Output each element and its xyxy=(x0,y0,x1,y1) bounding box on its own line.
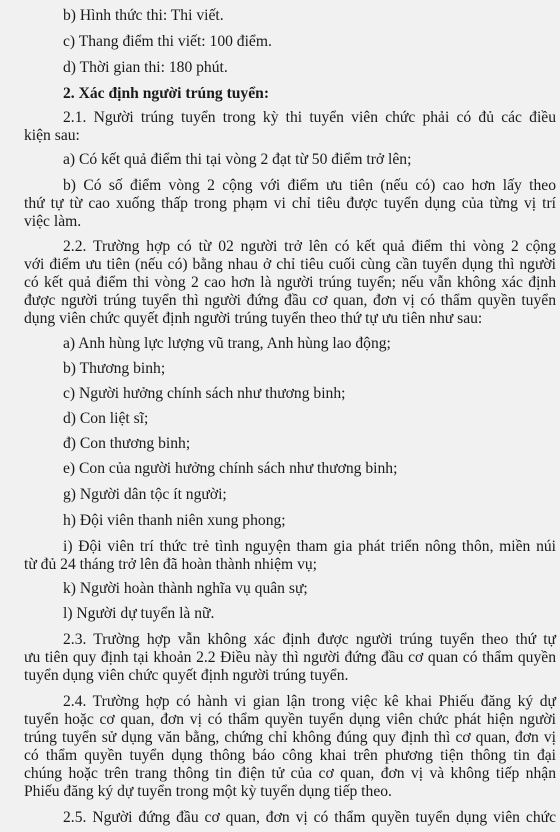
text-line: được người trúng tuyển thì người đứng đầu cơ quan, đơn vị có thẩm quyền tuyển xyxy=(24,292,556,309)
text-line: việc làm. xyxy=(24,213,82,230)
text-line: với điểm ưu tiên (nếu có) bằng nhau ở chỉ tiêu cuối cùng cần tuyển dụng thì người xyxy=(24,256,556,273)
text-line: thứ tự từ cao xuống thấp trong phạm vi chỉ tiêu được tuyển dụng của từng vị trí xyxy=(24,195,556,212)
text-line: có thẩm quyền tuyển dụng thông báo công khai trên phương tiện thông tin đại xyxy=(24,747,556,764)
list-item: g) Người dân tộc ít người; xyxy=(63,486,227,503)
text-line: d) Thời gian thi: 180 phút. xyxy=(63,59,228,76)
text-line: từ đủ 24 tháng trở lên đã hoàn thành nhiệm vụ; xyxy=(24,556,317,573)
text-line: dụng viên chức quyết định người trúng tuyển theo thứ tự ưu tiên như sau: xyxy=(24,310,483,327)
text-line: 2.5. Người đứng đầu cơ quan, đơn vị có thẩm quyền tuyển dụng viên chức xyxy=(63,809,556,826)
text-line: 2.2. Trường hợp có từ 02 người trở lên có kết quả điểm thi vòng 2 cộng xyxy=(63,238,556,255)
text-line: tuyển dụng viên chức quyết định người trúng tuyển. xyxy=(24,667,349,684)
text-line: 2.4. Trường hợp có hành vi gian lận trong việc kê khai Phiếu đăng ký dự xyxy=(63,693,556,710)
text-line: a) Có kết quả điểm thi tại vòng 2 đạt từ 50 điểm trở lên; xyxy=(63,151,412,168)
text-line: trúng tuyển sử dụng văn bằng, chứng chỉ không đúng quy định thì cơ quan, đơn vị xyxy=(24,729,556,746)
list-item: d) Con liệt sĩ; xyxy=(63,410,149,427)
text-line: chúng hoặc trên trang thông tin điện tử của cơ quan, đơn vị và không tiếp nhận xyxy=(24,765,556,782)
text-line: c) Thang điểm thi viết: 100 điểm. xyxy=(63,33,272,50)
list-item: k) Người hoàn thành nghĩa vụ quân sự; xyxy=(63,580,308,597)
text-line: ưu tiên quy định tại khoản 2.2 Điều này thì người đứng đầu cơ quan có thẩm quyền xyxy=(24,649,556,666)
text-line: b) Hình thức thi: Thi viết. xyxy=(63,7,224,24)
list-item: l) Người dự tuyển là nữ. xyxy=(63,605,215,622)
text-line: b) Có số điểm vòng 2 cộng với điểm ưu tiên (nếu có) cao hơn lấy theo xyxy=(63,177,556,194)
list-item: h) Đội viên thanh niên xung phong; xyxy=(63,512,286,529)
list-item: e) Con của người hưởng chính sách như thương binh; xyxy=(63,460,398,477)
list-item: b) Thương binh; xyxy=(63,360,166,377)
text-line: tuyển hoặc cơ quan, đơn vị có thẩm quyền tuyển dụng viên chức phát hiện người xyxy=(24,711,556,728)
list-item: i) Đội viên trí thức trẻ tình nguyện tham gia phát triển nông thôn, miền núi xyxy=(63,538,556,555)
list-item: đ) Con thương binh; xyxy=(63,435,191,452)
text-line: 2.3. Trường hợp vẫn không xác định được người trúng tuyển theo thứ tự xyxy=(63,631,556,648)
list-item: c) Người hưởng chính sách như thương binh; xyxy=(63,385,346,402)
text-line: 2.1. Người trúng tuyển trong kỳ thi tuyển viên chức phải có đủ các điều xyxy=(63,109,556,126)
list-item: a) Anh hùng lực lượng vũ trang, Anh hùng lao động; xyxy=(63,335,391,352)
text-line: kiện sau: xyxy=(24,127,80,144)
text-line: Phiếu đăng ký dự tuyển trong một kỳ tuyển dụng tiếp theo. xyxy=(24,783,392,800)
section-heading: 2. Xác định người trúng tuyển: xyxy=(63,85,270,102)
text-line: có kết quả điểm thi vòng 2 cao hơn là người trúng tuyển; nếu vẫn không xác định xyxy=(24,274,556,291)
